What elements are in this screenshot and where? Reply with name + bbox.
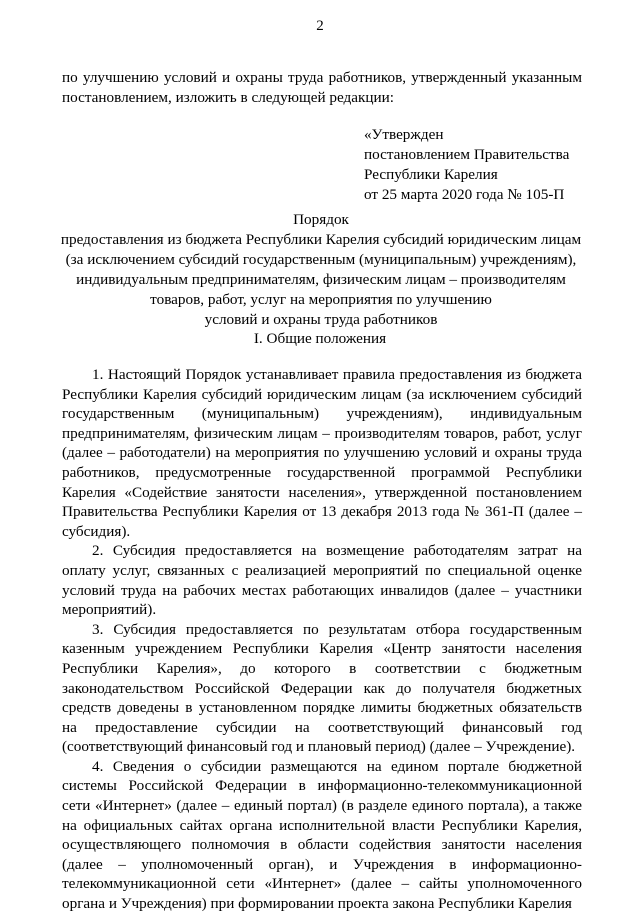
section-heading: I. Общие положения: [253, 330, 387, 347]
approval-line: «Утвержден: [364, 126, 444, 143]
intro-paragraph: по улучшению условий и охраны труда работников, утвержденный указанным постановлением, изложить в следующей редакции:: [62, 69, 582, 106]
title-line: (за исключением субсидий государственным (муниципальным) учреждениям),: [65, 251, 577, 268]
paragraph-2: 2. Субсидия предоставляется на возмещение работодателям затрат на оплату услуг, связанных с реализацией мероприятий по специальной оценке условий труда на рабочих местах работающих инвалидов (далее – участники мероприятий).: [62, 542, 582, 619]
title-line: условий и охраны труда работников: [204, 311, 438, 328]
document-title: [40, 210, 602, 330]
title-line: предоставления из бюджета Республики Карелия субсидий юридическим лицам: [60, 231, 582, 248]
approval-line: постановлением Правительства: [364, 146, 570, 163]
paragraph-4: 4. Сведения о субсидии размещаются на едином портале бюджетной системы Российской Федерации в информационно-телекоммуникационной сети «Интернет» (далее – единый портал) (в разделе единого портала), а также на официальных сайтах органа исполнительной власти Республики Карелия, осуществляющего полномочия в области содействия занятости населения (далее – уполномоченный орган), и Учреждения в информационно-телекоммуникационной сети «Интернет» (далее – сайты уполномоченного органа и Учреждения) при формировании проекта закона Республики Карелия: [62, 757, 582, 913]
title-line: Порядок: [293, 211, 349, 228]
title-line: товаров, работ, услуг на мероприятия по улучшению: [150, 291, 492, 308]
paragraphs: [62, 365, 582, 914]
title-line: индивидуальным предпринимателям, физическим лицам – производителям: [76, 271, 566, 288]
page-number: 2: [316, 18, 324, 34]
paragraph-1: 1. Настоящий Порядок устанавливает правила предоставления из бюджета Республики Карелия субсидий юридическим лицам (за исключением субсидий государственным (муниципальным) учреждениям), индивидуальным предпринимателям, физическим лицам – производителям товаров, работ, услуг (далее – работодатели) на мероприятия по улучшению условий и охраны труда работников, предусмотренные государственной программой Республики Карелия «Содействие занятости населения», утвержденной постановлением Правительства Республики Карелия от 13 декабря 2013 года № 361-П (далее – субсидия).: [62, 366, 582, 540]
approval-line: Республики Карелия: [364, 166, 498, 183]
paragraph-3: 3. Субсидия предоставляется по результатам отбора государственным казенным учреждением Республики Карелия «Центр занятости населения Республики Карелия», до которого в соответствии с бюджетным законодательством Российской Федерации как до получателя бюджетных средств доведены в установленном порядке лимиты бюджетных обязательств на предоставление субсидии на соответствующий финансовый год (соответствующий финансовый год и плановый период) (далее – Учреждение).: [62, 620, 582, 756]
approval-stamp: [364, 125, 604, 205]
approval-line: от 25 марта 2020 года № 105-П: [364, 186, 565, 203]
